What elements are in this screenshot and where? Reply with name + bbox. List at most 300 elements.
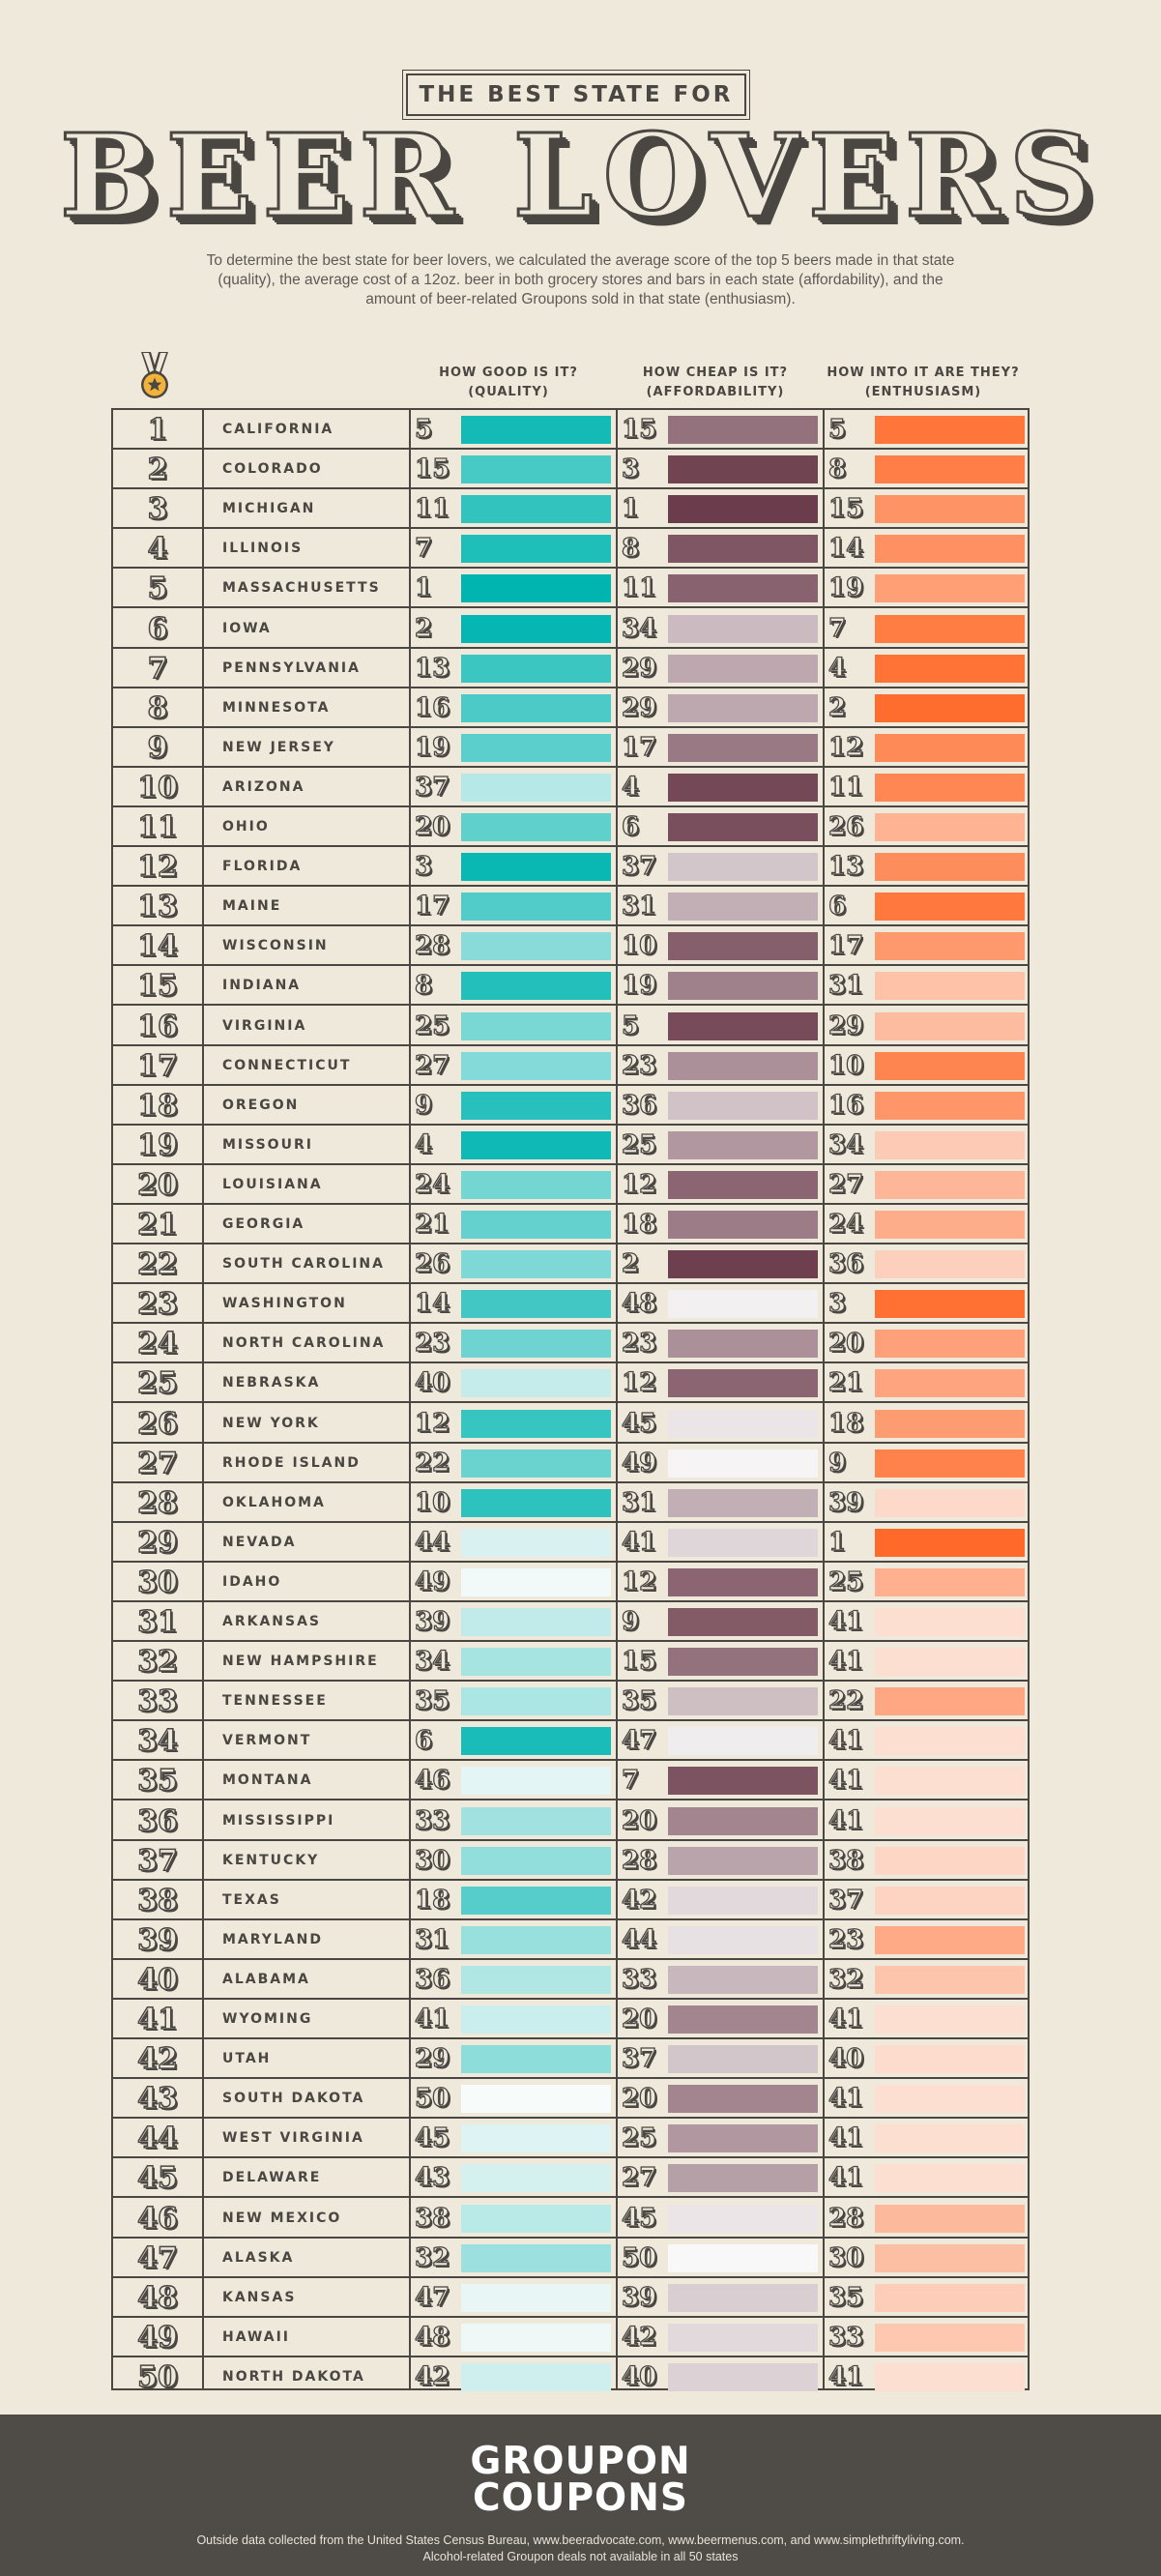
column-header-quality-line2: (QUALITY)	[468, 385, 549, 399]
affordability-value: 3	[622, 454, 640, 484]
affordability-bar	[668, 1966, 818, 1994]
table-row	[113, 1205, 1028, 1244]
rank-label: 23	[137, 1287, 178, 1322]
enthusiasm-value: 38	[828, 1845, 864, 1875]
table-row	[113, 529, 1028, 569]
groupon-coupons-logo	[0, 2440, 1161, 2520]
table-row	[113, 1363, 1028, 1403]
enthusiasm-bar	[875, 1807, 1025, 1835]
affordability-value: 9	[622, 1607, 640, 1636]
enthusiasm-value: 18	[828, 1408, 864, 1438]
table-row	[113, 1761, 1028, 1800]
affordability-bar	[668, 1687, 818, 1715]
enthusiasm-bar	[875, 2363, 1025, 2391]
quality-value: 29	[415, 2044, 450, 2074]
quality-bar	[461, 455, 611, 483]
enthusiasm-value: 27	[828, 1169, 864, 1199]
enthusiasm-bar	[875, 734, 1025, 762]
rank-label: 14	[137, 929, 178, 964]
quality-bar	[461, 1966, 611, 1994]
quality-bar	[461, 893, 611, 921]
affordability-value: 6	[622, 812, 640, 841]
enthusiasm-bar	[875, 1171, 1025, 1199]
enthusiasm-bar	[875, 655, 1025, 683]
quality-value: 10	[415, 1487, 450, 1517]
source-line-1: Outside data collected from the United States Census Bureau, www.beeradvocate.com, www.beermenus.com, and www.simplethriftyliving.com.	[196, 2533, 965, 2547]
enthusiasm-bar	[875, 1369, 1025, 1397]
table-row	[113, 1284, 1028, 1324]
enthusiasm-bar	[875, 535, 1025, 563]
rank-label: 44	[137, 2122, 178, 2156]
affordability-value: 27	[622, 2163, 657, 2193]
table-row	[113, 2199, 1028, 2239]
affordability-value: 2	[622, 1249, 640, 1279]
state-label: GEORGIA	[222, 1216, 305, 1232]
rank-label: 7	[147, 651, 168, 686]
quality-bar	[461, 774, 611, 802]
rank-label: 17	[137, 1048, 178, 1083]
table-row	[113, 1682, 1028, 1721]
enthusiasm-value: 10	[828, 1050, 864, 1080]
quality-value: 42	[415, 2361, 450, 2391]
enthusiasm-bar	[875, 1131, 1025, 1159]
quality-value: 39	[415, 1607, 450, 1636]
quality-value: 44	[415, 1527, 450, 1557]
quality-bar	[461, 1092, 611, 1120]
medal-icon	[135, 350, 174, 402]
affordability-value: 1	[622, 494, 640, 524]
state-label: ILLINOIS	[222, 541, 304, 557]
table-row	[113, 410, 1028, 450]
state-label: ARKANSAS	[222, 1614, 322, 1629]
state-label: KENTUCKY	[222, 1852, 320, 1868]
rank-label: 1	[147, 413, 168, 447]
enthusiasm-bar	[875, 932, 1025, 960]
enthusiasm-bar	[875, 2284, 1025, 2312]
quality-value: 11	[415, 494, 450, 524]
affordability-value: 20	[622, 2005, 657, 2034]
state-label: RHODE ISLAND	[222, 1454, 361, 1471]
state-label: MARYLAND	[222, 1931, 324, 1947]
rank-label: 21	[137, 1208, 178, 1242]
quality-bar	[461, 1290, 611, 1318]
affordability-value: 20	[622, 2084, 657, 2114]
state-label: NEBRASKA	[222, 1375, 321, 1391]
enthusiasm-bar	[875, 694, 1025, 722]
state-label: LOUISIANA	[222, 1176, 323, 1192]
affordability-bar	[668, 1171, 818, 1199]
column-header-affordability-line1: HOW CHEAP IS IT?	[642, 366, 789, 380]
quality-value: 24	[415, 1169, 450, 1199]
affordability-value: 34	[622, 613, 657, 643]
rank-label: 19	[137, 1127, 178, 1162]
affordability-value: 48	[622, 1289, 657, 1319]
rank-label: 30	[137, 1565, 178, 1599]
affordability-value: 5	[622, 1010, 640, 1040]
quality-value: 33	[415, 1805, 450, 1835]
enthusiasm-bar	[875, 1489, 1025, 1517]
quality-bar	[461, 1608, 611, 1636]
state-label: WISCONSIN	[222, 938, 329, 954]
quality-value: 13	[415, 653, 450, 683]
affordability-bar	[668, 455, 818, 483]
affordability-bar	[668, 694, 818, 722]
column-header-enthusiasm-line1: HOW INTO IT ARE THEY?	[827, 366, 1020, 380]
rank-label: 16	[137, 1009, 178, 1043]
table-row	[113, 1801, 1028, 1841]
quality-bar	[461, 2244, 611, 2272]
state-label: CONNECTICUT	[222, 1057, 352, 1073]
quality-value: 9	[415, 1090, 433, 1120]
column-header-enthusiasm	[827, 364, 1020, 402]
state-label: WYOMING	[222, 2011, 313, 2027]
enthusiasm-value: 41	[828, 1607, 864, 1636]
enthusiasm-bar	[875, 1926, 1025, 1954]
affordability-value: 45	[622, 2203, 657, 2233]
quality-value: 16	[415, 692, 450, 722]
quality-value: 20	[415, 812, 450, 841]
rank-label: 42	[137, 2042, 178, 2077]
affordability-value: 25	[622, 1129, 657, 1159]
quality-bar	[461, 1330, 611, 1358]
affordability-value: 42	[622, 1885, 657, 1915]
quality-value: 5	[415, 415, 433, 444]
rank-label: 29	[137, 1525, 178, 1560]
table-row	[113, 2119, 1028, 2158]
quality-value: 26	[415, 1249, 450, 1279]
affordability-bar	[668, 1290, 818, 1318]
rank-label: 26	[137, 1406, 178, 1441]
enthusiasm-value: 41	[828, 2361, 864, 2391]
state-label: NORTH DAKOTA	[222, 2368, 365, 2385]
affordability-value: 12	[622, 1169, 657, 1199]
rank-label: 36	[137, 1803, 178, 1838]
affordability-bar	[668, 1847, 818, 1875]
enthusiasm-value: 19	[828, 573, 864, 603]
quality-bar	[461, 574, 611, 602]
affordability-bar	[668, 2324, 818, 2352]
table-row	[113, 649, 1028, 688]
state-label: IDAHO	[222, 1573, 282, 1590]
table-row	[113, 966, 1028, 1006]
enthusiasm-value: 14	[828, 534, 864, 564]
enthusiasm-bar	[875, 2005, 1025, 2034]
quality-bar	[461, 1250, 611, 1278]
affordability-bar	[668, 813, 818, 841]
enthusiasm-bar	[875, 2085, 1025, 2113]
affordability-value: 19	[622, 971, 657, 1001]
quality-value: 32	[415, 2242, 450, 2272]
table-row	[113, 1324, 1028, 1363]
affordability-bar	[668, 734, 818, 762]
rank-label: 45	[137, 2161, 178, 2196]
enthusiasm-value: 23	[828, 1924, 864, 1954]
quality-bar	[461, 2085, 611, 2113]
enthusiasm-value: 36	[828, 1249, 864, 1279]
enthusiasm-value: 13	[828, 852, 864, 882]
state-label: NEW MEXICO	[222, 2210, 342, 2226]
table-row	[113, 609, 1028, 649]
table-row	[113, 1483, 1028, 1523]
table-row	[113, 2039, 1028, 2079]
enthusiasm-bar	[875, 2164, 1025, 2192]
state-label: NORTH CAROLINA	[222, 1335, 386, 1352]
state-label: CALIFORNIA	[222, 422, 334, 437]
affordability-bar	[668, 2244, 818, 2272]
enthusiasm-bar	[875, 1687, 1025, 1715]
enthusiasm-bar	[875, 615, 1025, 643]
affordability-value: 50	[622, 2242, 657, 2272]
state-label: NEW YORK	[222, 1415, 320, 1431]
quality-bar	[461, 694, 611, 722]
quality-bar	[461, 1926, 611, 1954]
rank-label: 28	[137, 1485, 178, 1520]
state-label: UTAH	[222, 2051, 272, 2067]
quality-value: 1	[415, 573, 433, 603]
affordability-value: 17	[622, 732, 657, 762]
enthusiasm-bar	[875, 574, 1025, 602]
quality-bar	[461, 1012, 611, 1040]
table-row	[113, 1881, 1028, 1920]
enthusiasm-value: 37	[828, 1885, 864, 1915]
rank-label: 41	[137, 2003, 178, 2036]
quality-value: 30	[415, 1845, 450, 1875]
rank-label: 22	[137, 1247, 178, 1282]
rank-label: 9	[147, 730, 168, 765]
affordability-bar	[668, 2284, 818, 2312]
affordability-value: 12	[622, 1368, 657, 1398]
quality-bar	[461, 1807, 611, 1835]
state-label: SOUTH CAROLINA	[222, 1256, 385, 1273]
affordability-value: 36	[622, 1090, 657, 1120]
table-row	[113, 1920, 1028, 1960]
column-header-affordability	[619, 364, 812, 402]
affordability-value: 35	[622, 1686, 657, 1716]
affordability-bar	[668, 574, 818, 602]
rank-label: 15	[137, 969, 178, 1004]
quality-value: 14	[415, 1289, 450, 1319]
affordability-value: 47	[622, 1726, 657, 1756]
enthusiasm-bar	[875, 2244, 1025, 2272]
quality-value: 45	[415, 2123, 450, 2153]
rank-label: 13	[137, 890, 178, 924]
rank-label: 40	[137, 1962, 178, 1997]
affordability-bar	[668, 416, 818, 444]
kicker-title: THE BEST STATE FOR	[406, 73, 746, 116]
quality-value: 46	[415, 1766, 450, 1796]
enthusiasm-bar	[875, 495, 1025, 523]
rank-label: 3	[147, 492, 168, 527]
state-label: ALABAMA	[222, 1971, 310, 1987]
enthusiasm-bar	[875, 1092, 1025, 1120]
rank-label: 49	[137, 2320, 178, 2355]
affordability-value: 20	[622, 1805, 657, 1835]
table-row	[113, 1602, 1028, 1642]
quality-value: 49	[415, 1566, 450, 1596]
rank-label: 46	[137, 2201, 178, 2236]
enthusiasm-value: 15	[828, 494, 864, 524]
enthusiasm-value: 31	[828, 971, 864, 1001]
rank-label: 24	[137, 1327, 178, 1361]
enthusiasm-value: 41	[828, 1766, 864, 1796]
rank-label: 34	[137, 1724, 178, 1759]
affordability-bar	[668, 972, 818, 1000]
table-row	[113, 1960, 1028, 2000]
affordability-bar	[668, 774, 818, 802]
quality-value: 34	[415, 1647, 450, 1677]
table-row	[113, 1165, 1028, 1205]
affordability-value: 37	[622, 852, 657, 882]
table-row	[113, 1721, 1028, 1761]
quality-bar	[461, 416, 611, 444]
quality-value: 6	[415, 1726, 433, 1756]
affordability-bar	[668, 853, 818, 881]
affordability-value: 31	[622, 892, 657, 922]
rank-label: 10	[137, 770, 178, 805]
enthusiasm-bar	[875, 1529, 1025, 1557]
affordability-bar	[668, 1131, 818, 1159]
enthusiasm-bar	[875, 1211, 1025, 1239]
state-label: NEVADA	[222, 1534, 297, 1550]
quality-value: 15	[415, 454, 450, 484]
enthusiasm-value: 41	[828, 1647, 864, 1677]
table-row	[113, 1007, 1028, 1046]
state-label: ALASKA	[222, 2249, 295, 2266]
state-label: PENNSYLVANIA	[222, 659, 361, 676]
affordability-value: 23	[622, 1050, 657, 1080]
state-label: MASSACHUSETTS	[222, 580, 381, 597]
ranking-table	[111, 408, 1030, 2394]
enthusiasm-bar	[875, 893, 1025, 921]
affordability-bar	[668, 1767, 818, 1795]
rank-label: 38	[137, 1883, 178, 1917]
enthusiasm-bar	[875, 2124, 1025, 2152]
state-label: MINNESOTA	[222, 699, 331, 716]
quality-value: 23	[415, 1329, 450, 1359]
state-label: DELAWARE	[222, 2170, 322, 2186]
affordability-bar	[668, 495, 818, 523]
column-header-enthusiasm-line2: (ENTHUSIASM)	[864, 385, 982, 399]
affordability-bar	[668, 1330, 818, 1358]
quality-value: 40	[415, 1368, 450, 1398]
affordability-bar	[668, 1449, 818, 1478]
enthusiasm-value: 5	[828, 415, 847, 444]
table-row	[113, 1563, 1028, 1602]
state-label: VERMONT	[222, 1733, 312, 1749]
main-title: BEER LOVERS	[59, 108, 1102, 243]
table-row	[113, 2357, 1028, 2397]
enthusiasm-value: 34	[828, 1129, 864, 1159]
enthusiasm-bar	[875, 1847, 1025, 1875]
affordability-bar	[668, 1489, 818, 1517]
quality-value: 38	[415, 2203, 450, 2233]
rank-label: 37	[137, 1843, 178, 1878]
enthusiasm-value: 16	[828, 1090, 864, 1120]
enthusiasm-bar	[875, 813, 1025, 841]
enthusiasm-value: 2	[828, 692, 847, 722]
quality-bar	[461, 1171, 611, 1199]
affordability-value: 25	[622, 2123, 657, 2153]
affordability-value: 44	[622, 1924, 657, 1954]
enthusiasm-bar	[875, 1012, 1025, 1040]
quality-value: 43	[415, 2163, 450, 2193]
affordability-bar	[668, 1052, 818, 1080]
table-row	[113, 1086, 1028, 1126]
table-row	[113, 569, 1028, 608]
rank-label: 43	[137, 2082, 178, 2117]
quality-bar	[461, 2363, 611, 2391]
quality-bar	[461, 1410, 611, 1438]
affordability-bar	[668, 2205, 818, 2233]
state-label: HAWAII	[222, 2328, 290, 2345]
quality-bar	[461, 1847, 611, 1875]
state-label: KANSAS	[222, 2289, 297, 2305]
affordability-value: 15	[622, 1647, 657, 1677]
quality-bar	[461, 2164, 611, 2192]
enthusiasm-value: 6	[828, 892, 847, 922]
quality-bar	[461, 2005, 611, 2034]
affordability-value: 28	[622, 1845, 657, 1875]
state-label: INDIANA	[222, 978, 302, 994]
table-row	[113, 2158, 1028, 2198]
quality-value: 12	[415, 1408, 450, 1438]
rank-label: 35	[137, 1764, 178, 1799]
affordability-bar	[668, 1369, 818, 1397]
state-label: NEW HAMPSHIRE	[222, 1654, 379, 1670]
rank-label: 4	[147, 532, 168, 567]
state-label: WEST VIRGINIA	[222, 2130, 364, 2147]
affordability-value: 15	[622, 415, 657, 444]
quality-bar	[461, 615, 611, 643]
table-row	[113, 2318, 1028, 2357]
affordability-value: 23	[622, 1329, 657, 1359]
enthusiasm-value: 41	[828, 1805, 864, 1835]
quality-value: 27	[415, 1050, 450, 1080]
enthusiasm-value: 4	[828, 653, 847, 683]
affordability-value: 40	[622, 2361, 657, 2391]
rank-label: 48	[137, 2280, 178, 2315]
state-label: TEXAS	[222, 1891, 281, 1908]
quality-value: 2	[415, 613, 433, 643]
quality-bar	[461, 853, 611, 881]
quality-bar	[461, 1211, 611, 1239]
affordability-value: 41	[622, 1527, 657, 1557]
logo-line-2: COUPONS	[473, 2476, 688, 2520]
enthusiasm-bar	[875, 972, 1025, 1000]
quality-value: 3	[415, 852, 433, 882]
column-header-affordability-line2: (AFFORDABILITY)	[646, 385, 785, 399]
quality-bar	[461, 1568, 611, 1596]
enthusiasm-bar	[875, 1449, 1025, 1478]
table-row	[113, 768, 1028, 807]
enthusiasm-bar	[875, 853, 1025, 881]
rank-label: 33	[137, 1684, 178, 1719]
quality-bar	[461, 1369, 611, 1397]
enthusiasm-value: 21	[828, 1368, 864, 1398]
quality-bar	[461, 734, 611, 762]
affordability-bar	[668, 2124, 818, 2152]
state-label: VIRGINIA	[222, 1017, 307, 1034]
state-label: MONTANA	[222, 1772, 313, 1789]
affordability-bar	[668, 893, 818, 921]
rank-label: 11	[137, 810, 178, 844]
quality-bar	[461, 1687, 611, 1715]
quality-bar	[461, 1767, 611, 1795]
enthusiasm-value: 12	[828, 732, 864, 762]
affordability-bar	[668, 2164, 818, 2192]
rank-label: 31	[137, 1605, 178, 1639]
table-row	[113, 1523, 1028, 1563]
